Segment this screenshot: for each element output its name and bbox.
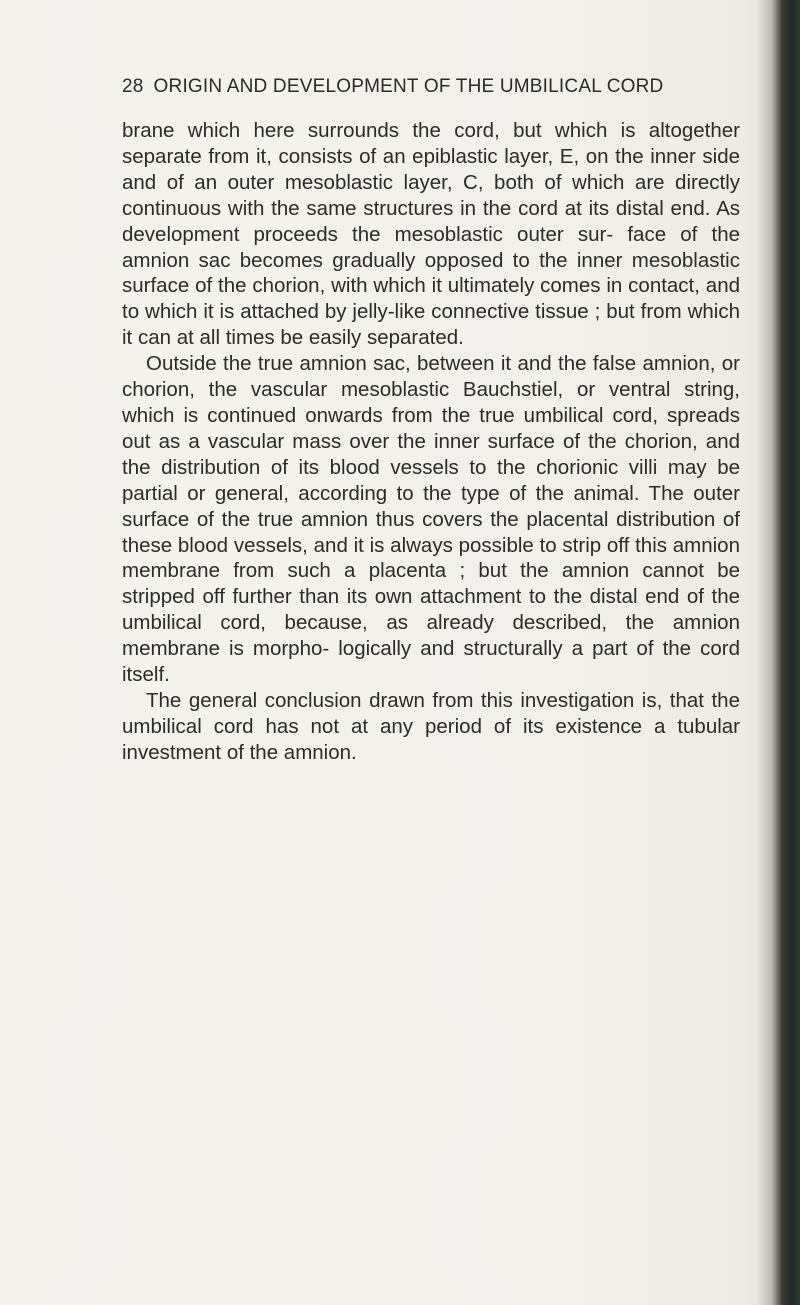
book-spine-edge bbox=[756, 0, 800, 1305]
paragraph-3: The general conclusion drawn from this investigation is, that the umbilical cord has not at any period of its existence a tubular investment of the amnion. bbox=[122, 688, 740, 764]
body-text bbox=[122, 118, 740, 766]
page-number: 28 bbox=[122, 76, 144, 97]
running-title: ORIGIN AND DEVELOPMENT OF THE UMBILICAL CORD bbox=[153, 76, 664, 97]
paragraph-2: Outside the true amnion sac, between it and the false amnion, or chorion, the vascular mesoblastic Bauchstiel, or ventral string, which is continued onwards from the true umbilical cord, spreads out as a vascular mass over the inner surface of the chorion, and the distribution of its blood vessels to the chorionic villi may be partial or general, according to the type of the animal. The outer surface of the true amnion thus covers the placental distribution of these blood vessels, and it is always possible to strip off this amnion membrane from such a placenta ; but the amnion cannot be stripped off further than its own attachment to the distal end of the umbilical cord, because, as already described, the amnion membrane is morpho- logically and structurally a part of the cord itself. bbox=[122, 352, 740, 687]
paragraph-1: brane which here surrounds the cord, but which is altogether separate from it, consists of an epiblastic layer, E, on the inner side and of an outer mesoblastic layer, C, both of which are directly continuous with the same structures in the cord at its distal end. As development proceeds the mesoblastic outer sur- face of the amnion sac becomes gradually opposed to the inner mesoblastic surface of the chorion, with which it ultimately comes in contact, and to which it is attached by jelly-like connective tissue ; but from which it can at all times be easily separated. bbox=[122, 119, 740, 350]
running-head bbox=[122, 76, 742, 98]
